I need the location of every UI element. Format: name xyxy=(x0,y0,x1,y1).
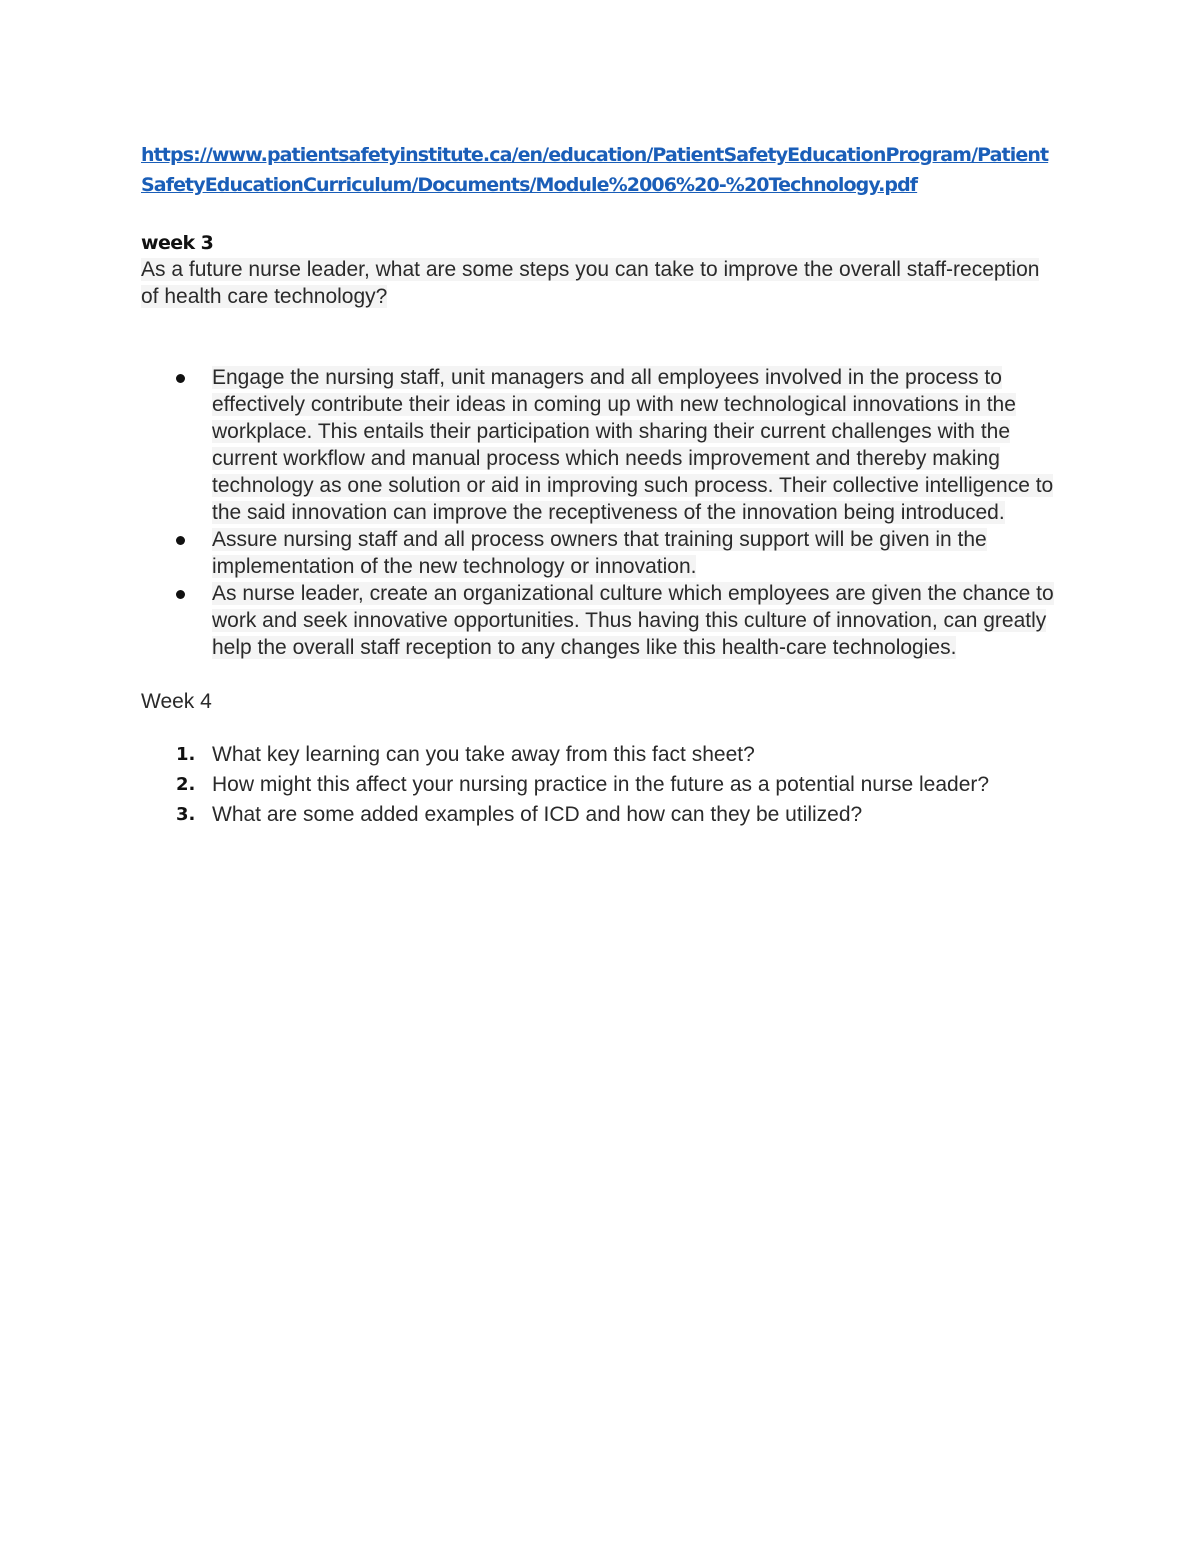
week3-question-text: As a future nurse leader, what are some steps you can take to improve the overall staff-reception of health care technology? xyxy=(141,258,1040,308)
list-item-text: Assure nursing staff and all process owners that training support will be given in the implementation of the new technology or innovation. xyxy=(212,528,987,578)
list-item-text: Engage the nursing staff, unit managers and all employees involved in the process to effectively contribute their ideas in coming up with new technological innovations in the workplace. This entails their participation with sharing their current challenges with the current workflow and manual process which needs improvement and thereby making technology as one solution or aid in improving such process. Their collective intelligence to the said innovation can improve the receptiveness of the innovation being introduced. xyxy=(212,366,1054,524)
list-number: 3. xyxy=(176,804,196,825)
list-item xyxy=(141,580,1061,661)
list-item xyxy=(141,526,1061,580)
week3-question xyxy=(141,256,1061,310)
list-item xyxy=(141,801,1061,828)
week3-answer-list xyxy=(141,364,1061,661)
list-item-text: What key learning can you take away from this fact sheet? xyxy=(212,743,755,766)
list-item xyxy=(141,364,1061,526)
list-item xyxy=(141,771,1061,798)
list-item-text: As nurse leader, create an organizational culture which employees are given the chance to work and seek innovative opportunities. Thus having this culture of innovation, can greatly help the overall staff reception to any changes like this health-care technologies. xyxy=(212,582,1054,659)
bullet-icon xyxy=(176,590,185,599)
module-technology-link[interactable]: https://www.patientsafetyinstitute.ca/en/education/PatientSafetyEducationProgram/PatientSafetyEducationCurriculum/Documents/Module%2006%20-%20Technology.pdf xyxy=(141,144,1049,196)
list-item xyxy=(141,741,1061,768)
week4-heading: Week 4 xyxy=(141,690,212,713)
bullet-icon xyxy=(176,374,185,383)
week3-heading: week 3 xyxy=(141,232,214,254)
list-number: 2. xyxy=(176,774,196,795)
week4-question-list xyxy=(141,741,1061,828)
document-page xyxy=(141,140,1061,831)
list-item-text: How might this affect your nursing practice in the future as a potential nurse leader? xyxy=(212,773,990,796)
list-number: 1. xyxy=(176,744,196,765)
bullet-icon xyxy=(176,536,185,545)
list-item-text: What are some added examples of ICD and how can they be utilized? xyxy=(212,803,863,826)
